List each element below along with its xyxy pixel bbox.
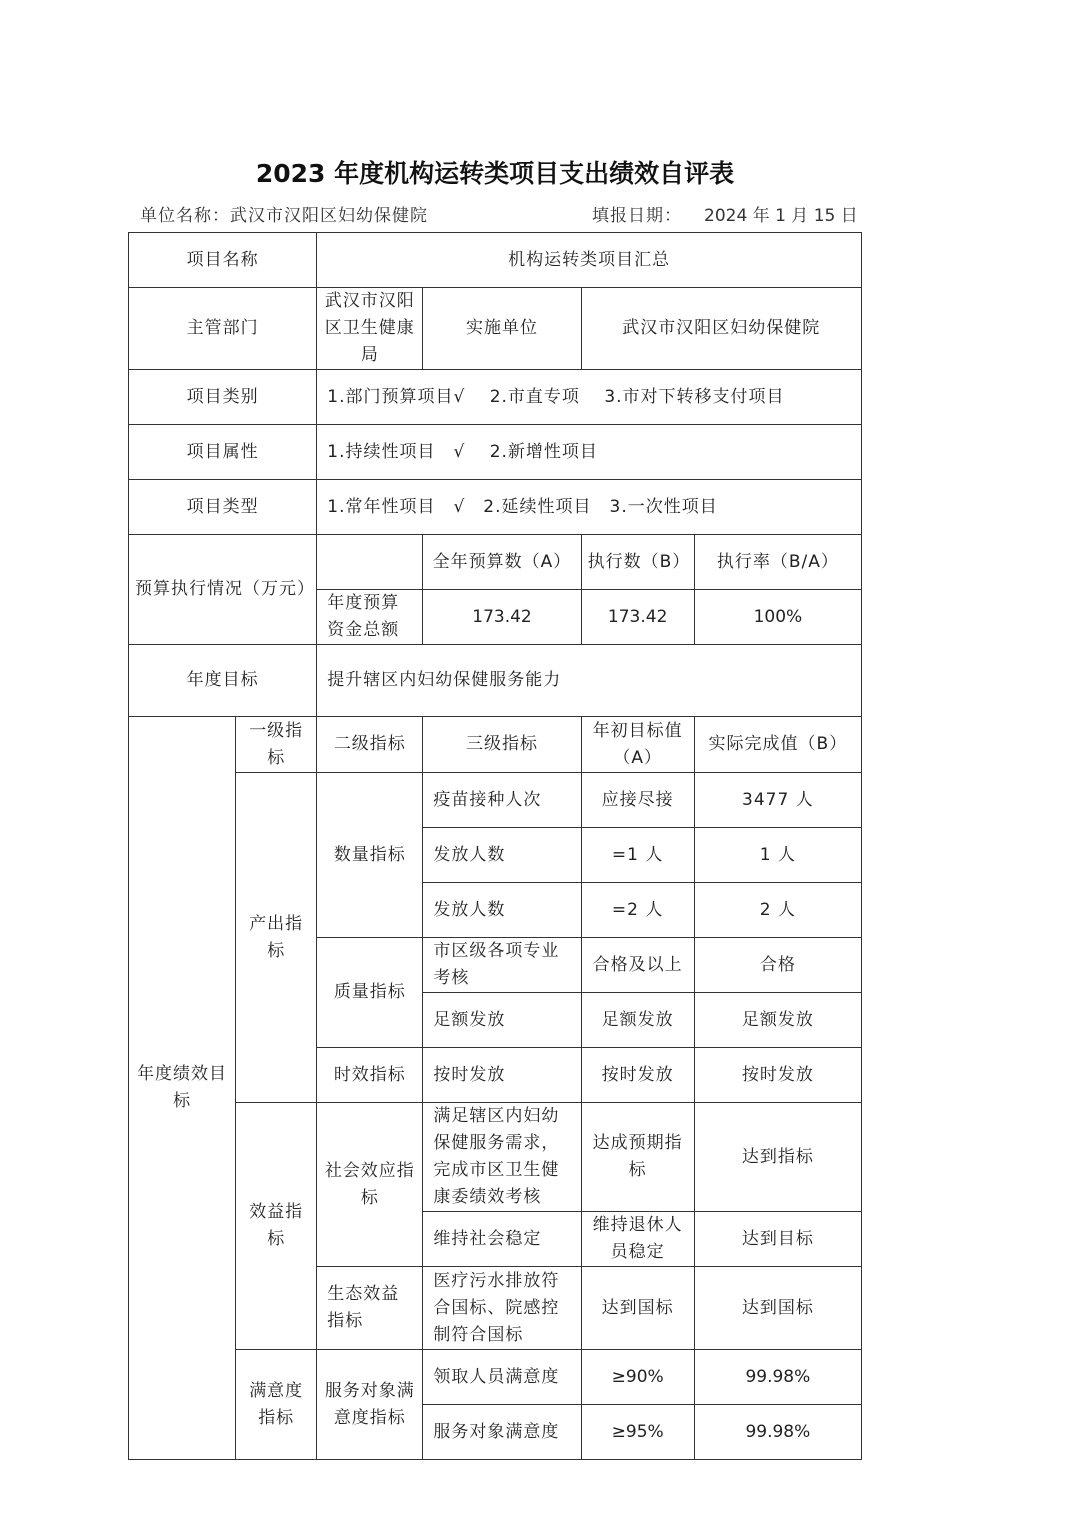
service-satisfaction-label: 服务对象满意度指标 xyxy=(317,1350,423,1460)
actual-cell: 99.98% xyxy=(694,1405,861,1460)
benefit-indicator-label: 效益指标 xyxy=(236,1103,317,1350)
quantity-indicator-label: 数量指标 xyxy=(317,773,423,938)
header-level2: 二级指标 xyxy=(317,717,423,773)
indicator-cell: 疫苗接种人次 xyxy=(423,773,581,828)
table-row xyxy=(129,1350,862,1405)
indicator-cell: 发放人数 xyxy=(423,883,581,938)
page-title: 2023 年度机构运转类项目支出绩效自评表 xyxy=(255,159,735,188)
indicator-cell: 按时发放 xyxy=(423,1048,581,1103)
project-type-value: 1.常年性项目 √ 2.延续性项目 3.一次性项目 xyxy=(317,480,862,535)
project-attribute-label: 项目属性 xyxy=(129,425,317,480)
target-cell: 达到国标 xyxy=(581,1267,694,1350)
table-row xyxy=(129,717,862,773)
unit-name: 武汉市汉阳区妇幼保健院 xyxy=(230,206,428,226)
satisfaction-indicator-label: 满意度指标 xyxy=(236,1350,317,1460)
target-cell: 按时发放 xyxy=(581,1048,694,1103)
department-value: 武汉市汉阳区卫生健康局 xyxy=(317,288,423,370)
actual-cell: 合格 xyxy=(694,938,861,993)
actual-cell: 99.98% xyxy=(694,1350,861,1405)
budget-exec: 173.42 xyxy=(581,590,694,645)
fill-date: 2024 年 1 月 15 日 xyxy=(704,206,858,226)
actual-cell: 达到国标 xyxy=(694,1267,861,1350)
indicator-cell: 足额发放 xyxy=(423,993,581,1048)
fill-date-label: 填报日期： xyxy=(592,206,682,226)
budget-row-label: 年度预算资金总额 xyxy=(317,590,423,645)
project-category-value: 1.部门预算项目√ 2.市直专项 3.市对下转移支付项目 xyxy=(317,370,862,425)
fill-date-line xyxy=(592,201,858,226)
budget-rate: 100% xyxy=(694,590,861,645)
target-cell: =1 人 xyxy=(581,828,694,883)
impl-unit-label: 实施单位 xyxy=(423,288,581,370)
budget-col-rate: 执行率（B/A） xyxy=(694,535,861,590)
project-category-label: 项目类别 xyxy=(129,370,317,425)
social-indicator-label: 社会效应指标 xyxy=(317,1103,423,1267)
project-type-label: 项目类型 xyxy=(129,480,317,535)
target-cell: 达成预期指标 xyxy=(581,1103,694,1212)
eco-indicator-label: 生态效益指标 xyxy=(317,1267,423,1350)
target-cell: 应接尽接 xyxy=(581,773,694,828)
target-cell: 合格及以上 xyxy=(581,938,694,993)
budget-col-exec: 执行数（B） xyxy=(581,535,694,590)
project-name-label: 项目名称 xyxy=(129,233,317,288)
department-label: 主管部门 xyxy=(129,288,317,370)
annual-goal-value: 提升辖区内妇幼保健服务能力 xyxy=(317,645,862,717)
target-cell: ≥90% xyxy=(581,1350,694,1405)
header-level1: 一级指标 xyxy=(236,717,317,773)
budget-blank-cell xyxy=(317,535,423,590)
table-row xyxy=(129,370,862,425)
indicator-cell: 维持社会稳定 xyxy=(423,1212,581,1267)
budget-label: 预算执行情况（万元） xyxy=(129,535,317,645)
table-row xyxy=(129,645,862,717)
actual-cell: 1 人 xyxy=(694,828,861,883)
table-row xyxy=(129,233,862,288)
target-cell: 维持退休人员稳定 xyxy=(581,1212,694,1267)
performance-table xyxy=(128,232,862,1460)
actual-cell: 达到指标 xyxy=(694,1103,861,1212)
unit-name-line xyxy=(140,201,428,226)
header-level3: 三级指标 xyxy=(423,717,581,773)
impl-unit-value: 武汉市汉阳区妇幼保健院 xyxy=(581,288,861,370)
indicator-cell: 医疗污水排放符合国标、院感控制符合国标 xyxy=(423,1267,581,1350)
table-row xyxy=(129,288,862,370)
quality-indicator-label: 质量指标 xyxy=(317,938,423,1048)
header-actual: 实际完成值（B） xyxy=(694,717,861,773)
target-cell: =2 人 xyxy=(581,883,694,938)
actual-cell: 2 人 xyxy=(694,883,861,938)
unit-name-label: 单位名称： xyxy=(140,206,230,226)
table-row xyxy=(129,535,862,590)
header-target: 年初目标值（A） xyxy=(581,717,694,773)
target-cell: ≥95% xyxy=(581,1405,694,1460)
project-attribute-value: 1.持续性项目 √ 2.新增性项目 xyxy=(317,425,862,480)
indicator-cell: 服务对象满意度 xyxy=(423,1405,581,1460)
table-row xyxy=(129,480,862,535)
table-row xyxy=(129,425,862,480)
indicator-cell: 市区级各项专业考核 xyxy=(423,938,581,993)
actual-cell: 按时发放 xyxy=(694,1048,861,1103)
indicator-cell: 发放人数 xyxy=(423,828,581,883)
target-cell: 足额发放 xyxy=(581,993,694,1048)
project-name-value: 机构运转类项目汇总 xyxy=(317,233,862,288)
annual-goal-label: 年度目标 xyxy=(129,645,317,717)
actual-cell: 达到目标 xyxy=(694,1212,861,1267)
performance-label: 年度绩效目标 xyxy=(129,717,236,1460)
table-row xyxy=(129,773,862,828)
indicator-cell: 领取人员满意度 xyxy=(423,1350,581,1405)
indicator-cell: 满足辖区内妇幼保健服务需求，完成市区卫生健康委绩效考核 xyxy=(423,1103,581,1212)
output-indicator-label: 产出指标 xyxy=(236,773,317,1103)
actual-cell: 3477 人 xyxy=(694,773,861,828)
actual-cell: 足额发放 xyxy=(694,993,861,1048)
budget-annual: 173.42 xyxy=(423,590,581,645)
budget-col-annual: 全年预算数（A） xyxy=(423,535,581,590)
table-row xyxy=(129,1103,862,1212)
timeliness-indicator-label: 时效指标 xyxy=(317,1048,423,1103)
